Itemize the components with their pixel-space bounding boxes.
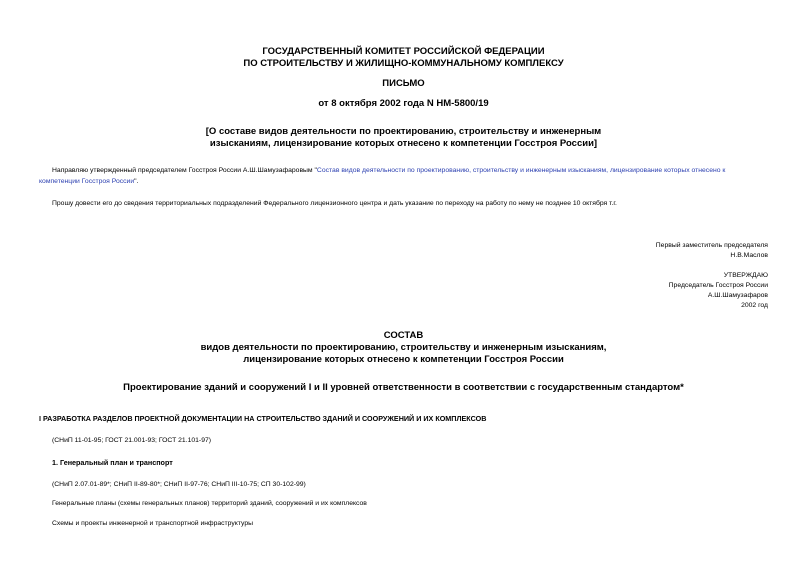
approval-line2: Председатель Госстроя России [668, 282, 768, 289]
signature-name: Н.В.Маслов [730, 252, 768, 259]
paragraph-1-line2 [39, 177, 759, 186]
composition-scope: Проектирование зданий и сооружений I и II уровней ответственности в соответствии с государственным стандартом* [123, 382, 684, 393]
paragraph-1-prefix: Направляю утвержденный председателем Госстроя России А.Ш.Шамузафаровым " [52, 167, 317, 174]
signature-position: Первый заместитель председателя [655, 242, 768, 249]
document-date: от 8 октября 2002 года N НМ-5800/19 [318, 98, 489, 109]
section-1-refs: (СНиП 11-01-95; ГОСТ 21.001-93; ГОСТ 21.101-97) [52, 437, 212, 444]
composition-subtitle-line1: видов деятельности по проектированию, строительству и инженерным изысканиям, [200, 342, 607, 353]
list-item: Схемы и проекты инженерной и транспортной инфраструктуры [52, 520, 253, 527]
org-name-line2: ПО СТРОИТЕЛЬСТВУ И ЖИЛИЩНО-КОММУНАЛЬНОМУ КОМПЛЕКСУ [243, 58, 564, 69]
document-type: ПИСЬМО [382, 78, 425, 89]
paragraph-2: Прошу довести его до сведения территориальных подразделений Федерального лицензионного центра и дать указание по переходу на работу по нему не позднее 10 октября т.г. [52, 200, 617, 207]
composition-link-continued[interactable]: компетенции Госстроя России [39, 178, 135, 185]
approval-line4: 2002 год [741, 302, 768, 309]
paragraph-1-suffix: ". [134, 178, 139, 185]
approval-line3: А.Ш.Шамузафаров [707, 292, 768, 299]
subsection-1-title: 1. Генеральный план и транспорт [52, 458, 173, 467]
approval-line1: УТВЕРЖДАЮ [723, 272, 768, 279]
composition-link[interactable]: Состав видов деятельности по проектированию, строительству и инженерным изысканиям, лицензирование которых отнесено к [316, 167, 726, 174]
section-1-title: I РАЗРАБОТКА РАЗДЕЛОВ ПРОЕКТНОЙ ДОКУМЕНТАЦИИ НА СТРОИТЕЛЬСТВО ЗДАНИЙ И СООРУЖЕНИЙ И ИХ КОМПЛЕКСОВ [39, 414, 487, 423]
org-name-line1: ГОСУДАРСТВЕННЫЙ КОМИТЕТ РОССИЙСКОЙ ФЕДЕРАЦИИ [262, 46, 545, 57]
composition-subtitle-line2: лицензирование которых отнесено к компетенции Госстроя России [243, 354, 564, 365]
composition-title: СОСТАВ [383, 330, 424, 341]
subject-line1: [О составе видов деятельности по проектированию, строительству и инженерным [205, 126, 602, 137]
subject-line2: изысканиям, лицензирование которых отнесено к компетенции Госстроя России] [209, 138, 598, 149]
subsection-1-refs: (СНиП 2.07.01-89*; СНиП II-89-80*; СНиП II-97-76; СНиП III-10-75; СП 30-102-99) [52, 481, 306, 488]
paragraph-1-line1 [52, 166, 772, 175]
list-item: Генеральные планы (схемы генеральных планов) территорий зданий, сооружений и их комплексов [52, 500, 367, 507]
